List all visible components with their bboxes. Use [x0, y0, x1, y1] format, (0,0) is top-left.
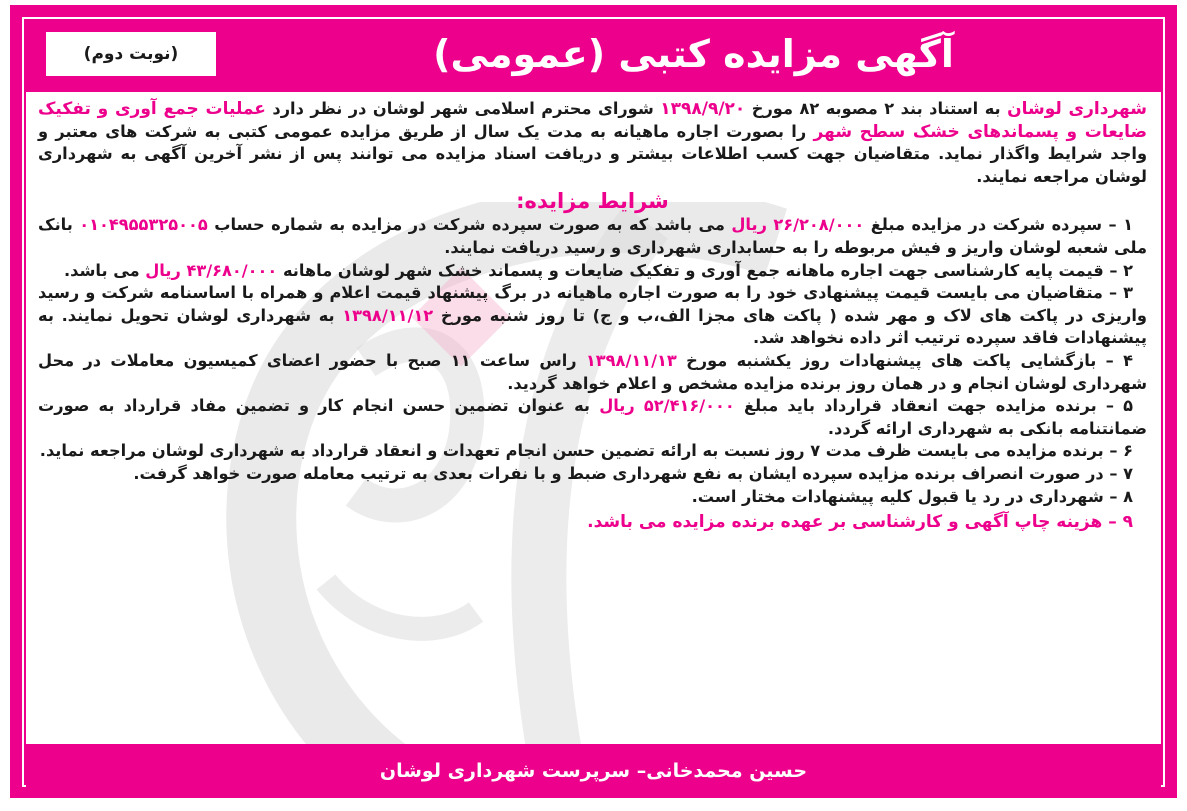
auction-subject: عملیات جمع آوری و تفکیک ضایعات و پسماندهای خشک سطح شهر: [38, 99, 1147, 142]
notice-header: [26, 21, 1161, 88]
notice-content: [38, 98, 1147, 534]
condition-item-7: ۷ – در صورت انصراف برنده مزایده سپرده ایشان به نفع شهرداری ضبط و با نفرات بعدی به ترتیب معامله صورت خواهد گرفت.: [133, 463, 1133, 483]
condition-item-2: ۲ – قیمت پایه کارشناسی جهت اجاره ماهانه جمع آوری و تفکیک ضایعات و پسماند خشک شهر لوشان ماهانه ۴۳/۶۸۰/۰۰۰ ریال می باشد.: [64, 260, 1133, 280]
condition-item-8: ۸ – شهرداری در رد یا قبول کلیه پیشنهادات مختار است.: [691, 486, 1133, 506]
opening-date: ۱۳۹۸/۱۱/۱۳: [585, 350, 677, 370]
round-badge: (نوبت دوم): [46, 32, 216, 76]
condition-item-5: ۵ – برنده مزایده جهت انعقاد قرارداد باید مبلغ ۵۲/۴۱۶/۰۰۰ ریال به عنوان تضمین حسن انجام کار و تضمین مفاد قرارداد به صورت ضمانتنامه بانکی به شهرداری ارائه گردد.: [38, 396, 1147, 438]
base-price: ۴۳/۶۸۰/۰۰۰ ریال: [145, 260, 278, 280]
condition-item-6: ۶ – برنده مزایده می بایست ظرف مدت ۷ روز نسبت به ارائه تضمین حسن انجام تعهدات و انعقاد قرارداد به شهرداری لوشان مراجعه نماید.: [39, 441, 1133, 461]
municipality-name: شهرداری لوشان: [1007, 99, 1147, 119]
signature-footer: حسین محمدخانی– سرپرست شهرداری لوشان: [26, 748, 1161, 794]
condition-item-4: ۴ – بازگشایی پاکت های پیشنهادات روز یکشنبه مورخ ۱۳۹۸/۱۱/۱۳ راس ساعت ۱۱ صبح با حضور اعضای کمیسیون معاملات در محل شهرداری لوشان انجام و در همان روز برنده مزایده مشخص و اعلام خواهد گردید.: [38, 350, 1147, 393]
condition-item-1: ۱ – سپرده شرکت در مزایده مبلغ ۲۶/۲۰۸/۰۰۰ ریال می باشد که به صورت سپرده شرکت در مزایده به شماره حساب ۰۱۰۴۹۵۵۳۲۵۰۰۵ بانک ملی شعبه لوشان واریز و فیش مربوطه را به حسابداری شهرداری و رسید دریافت نمایند.: [38, 215, 1147, 257]
guarantee-amount: ۵۲/۴۱۶/۰۰۰ ریال: [599, 396, 735, 416]
notice-title: آگهی مزایده کتبی (عمومی): [433, 32, 954, 76]
condition-item-3: ۳ – متقاضیان می بایست قیمت پیشنهادی خود را به صورت اجاره ماهیانه در برگ پیشنهاد قیمت اعلام و همراه با اساسنامه شرکت و رسید واریزی در پاکت های لاک و مهر شده ( پاکت های مجزا الف،ب و ج) تا روز شنبه مورخ ۱۳۹۸/۱۱/۱۲ به شهرداری لوشان تحویل نمایند. به پیشنهادات فاقد سپرده ترتیب اثر داده نخواهد شد.: [38, 283, 1147, 348]
conditions-title: شرایط مزایده:: [516, 189, 669, 214]
condition-item-9: ۹ – هزینه چاپ آگهی و کارشناسی بر عهده برنده مزایده می باشد.: [587, 512, 1133, 533]
account-number: ۰۱۰۴۹۵۵۳۲۵۰۰۵: [79, 215, 208, 235]
submission-deadline: ۱۳۹۸/۱۱/۱۲: [342, 305, 434, 325]
approval-date: ۱۳۹۸/۹/۲۰: [660, 99, 746, 119]
intro-paragraph: شهرداری لوشان به استناد بند ۲ مصوبه ۸۲ مورخ ۱۳۹۸/۹/۲۰ شورای محترم اسلامی شهر لوشان در نظر دارد عملیات جمع آوری و تفکیک ضایعات و پسماندهای خشک سطح شهر را بصورت اجاره ماهیانه به مدت یک سال از طریق مزایده عمومی کتبی به شرکت های معتبر و واجد شرایط واگذار نماید. متقاضیان جهت کسب اطلاعات بیشتر و دریافت اسناد مزایده می توانند پس از نشر آخرین آگهی به شهرداری لوشان مراجعه نمایند.: [38, 99, 1147, 186]
notice-body: [26, 92, 1161, 744]
deposit-amount: ۲۶/۲۰۸/۰۰۰ ریال: [731, 215, 865, 235]
